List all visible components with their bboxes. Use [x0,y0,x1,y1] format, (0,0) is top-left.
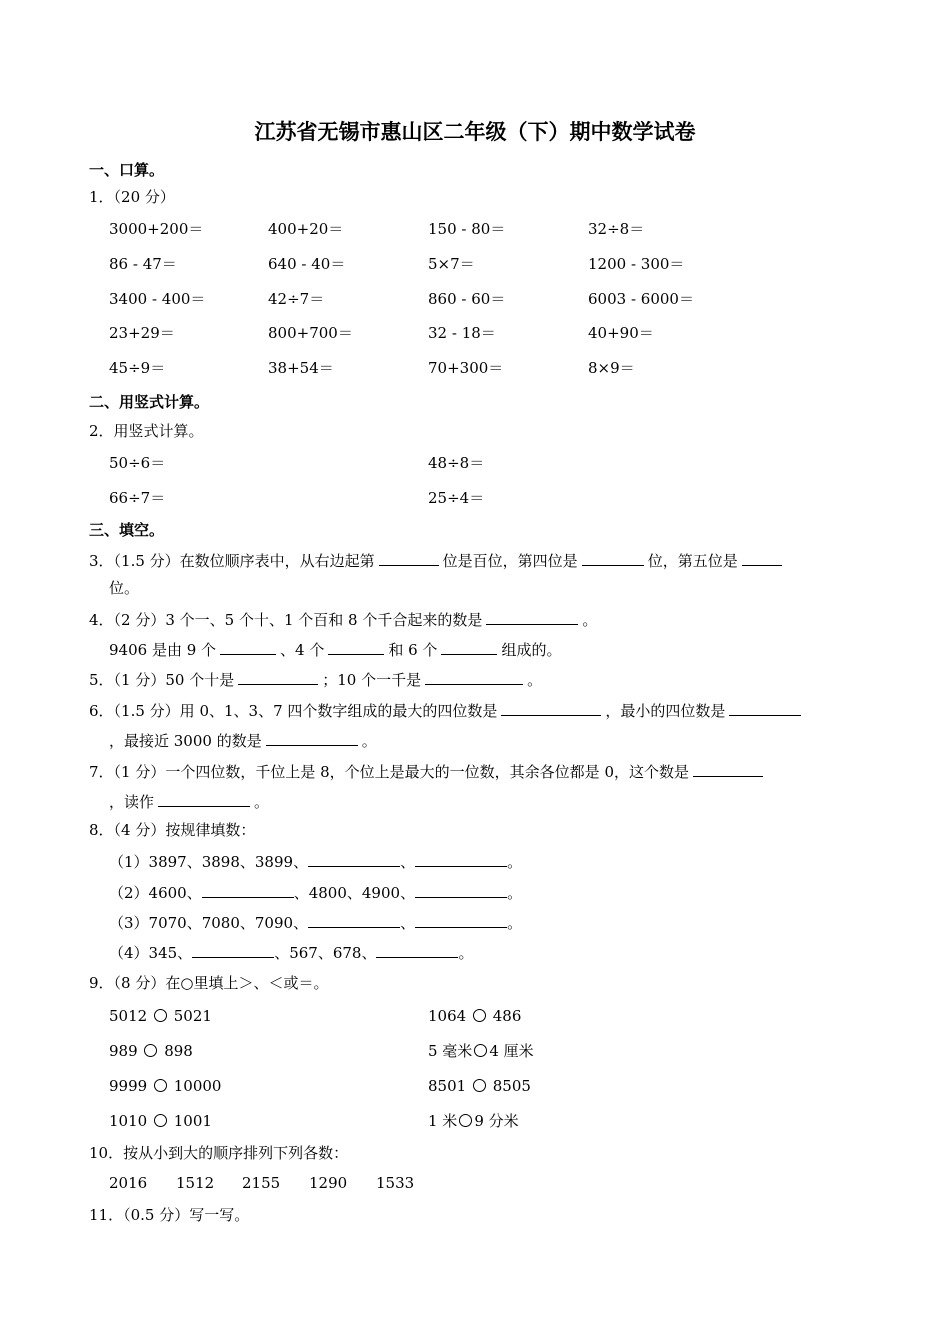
pattern-text: （2）4600、 [109,884,202,902]
question-6 [89,700,805,721]
pattern-text: 。 [507,884,523,902]
compare-right: 8505 [492,1077,531,1095]
question-1-label: 1．（20 分） [89,188,175,206]
q3-text-c: 位，第五位是 [647,552,738,570]
question-7-line2 [109,791,269,812]
pattern-text: （3）7070、7080、7090、 [109,914,309,932]
answer-blank[interactable] [220,639,276,655]
compare-item [109,1111,212,1131]
compare-left: 8501 [428,1077,467,1095]
oral-item: 6003 - 6000＝ [588,290,694,308]
section-heading-3: 三、填空。 [89,521,165,539]
pattern-line [109,882,522,903]
question-4 [89,609,597,630]
oral-item: 5×7＝ [428,255,475,273]
oral-item: 45÷9＝ [109,359,166,377]
q5-text-b: ；10 个一千是 [322,671,422,689]
answer-blank[interactable] [415,912,507,928]
oral-item: 40+90＝ [588,324,654,342]
pattern-text: 。 [458,944,474,962]
sort-number: 2016 [109,1174,148,1192]
q5-text-a: （1 分）50 个十是 [113,671,235,689]
answer-blank[interactable] [415,851,507,867]
compare-left: 5 毫米 [428,1042,473,1060]
answer-blank[interactable] [158,791,250,807]
oral-item: 86 - 47＝ [109,255,177,273]
compare-circle[interactable] [154,1114,167,1127]
question-9-label: 9．（8 分）在○里填上＞、＜或＝。 [89,974,329,992]
vertical-calc-item: 25÷4＝ [428,489,485,507]
vertical-calc-item: 48÷8＝ [428,454,485,472]
sort-number: 1290 [309,1174,348,1192]
compare-circle[interactable] [154,1079,167,1092]
compare-left: 1010 [109,1112,148,1130]
compare-item [428,1076,531,1096]
question-6-line2 [109,730,377,751]
pattern-text: 。 [507,914,523,932]
compare-left: 989 [109,1042,138,1060]
oral-item: 8×9＝ [588,359,635,377]
answer-blank[interactable] [501,700,601,716]
answer-blank[interactable] [266,730,358,746]
answer-blank[interactable] [486,609,578,625]
answer-blank[interactable] [328,639,384,655]
compare-circle[interactable] [154,1009,167,1022]
answer-blank[interactable] [425,669,523,685]
pattern-text: 。 [507,853,523,871]
pattern-text: 、 [400,914,416,932]
compare-right: 4 厘米 [489,1042,534,1060]
answer-blank[interactable] [693,761,763,777]
answer-blank[interactable] [308,912,400,928]
q4-text-b: 。 [582,611,598,629]
compare-right: 1001 [173,1112,212,1130]
q4-text-d: 、4 个 [280,641,325,659]
answer-blank[interactable] [441,639,497,655]
pattern-text: 、4800、4900、 [293,884,416,902]
q6-num: 6． [89,702,114,720]
oral-item: 3400 - 400＝ [109,290,206,308]
compare-item [428,1111,519,1131]
answer-blank[interactable] [238,669,318,685]
compare-item [109,1041,193,1061]
q7-num: 7． [89,763,114,781]
q3-text-a: （1.5 分）在数位顺序表中，从右边起第 [113,552,375,570]
q4-text-a: （2 分）3 个一、5 个十、1 个百和 8 个千合起来的数是 [113,611,483,629]
oral-item: 800+700＝ [268,324,353,342]
answer-blank[interactable] [729,700,801,716]
oral-item: 70+300＝ [428,359,504,377]
pattern-text: 、 [400,853,416,871]
q4-text-f: 组成的。 [501,641,562,659]
compare-item [109,1076,221,1096]
q7-text-c: 。 [254,793,270,811]
sort-number: 2155 [242,1174,281,1192]
q7-text-b: ，读作 [109,793,155,811]
oral-item: 150 - 80＝ [428,220,506,238]
q3-text-d: 位。 [109,579,140,597]
compare-item [109,1006,212,1026]
compare-right: 898 [164,1042,193,1060]
answer-blank[interactable] [192,942,274,958]
answer-blank[interactable] [379,550,439,566]
q6-text-c: ，最接近 3000 的数是 [109,732,262,750]
oral-item: 640 - 40＝ [268,255,346,273]
compare-left: 5012 [109,1007,148,1025]
vertical-calc-item: 66÷7＝ [109,489,166,507]
question-8-label: 8．（4 分）按规律填数： [89,821,256,839]
oral-item: 32 - 18＝ [428,324,496,342]
q5-text-c: 。 [527,671,543,689]
question-7 [89,761,767,782]
compare-circle[interactable] [144,1044,157,1057]
compare-circle[interactable] [473,1009,486,1022]
compare-left: 1 米 [428,1112,458,1130]
q6-text-b: ，最小的四位数是 [605,702,726,720]
oral-item: 23+29＝ [109,324,175,342]
pattern-text: （4）345、 [109,944,193,962]
pattern-line [109,942,473,963]
pattern-text: （1）3897、3898、3899、 [109,853,309,871]
page-title: 江苏省无锡市惠山区二年级（下）期中数学试卷 [254,119,696,144]
compare-item [428,1041,534,1061]
q4-num: 4． [89,611,114,629]
oral-item: 1200 - 300＝ [588,255,685,273]
oral-item: 38+54＝ [268,359,334,377]
q4-text-c: 9406 是由 9 个 [109,641,217,659]
compare-circle[interactable] [474,1044,487,1057]
compare-circle[interactable] [473,1079,486,1092]
q6-text-a: （1.5 分）用 0、1、3、7 四个数字组成的最大的四位数是 [113,702,498,720]
compare-left: 1064 [428,1007,467,1025]
question-11-label: 11．（0.5 分）写一写。 [89,1206,250,1224]
oral-item: 400+20＝ [268,220,344,238]
answer-blank[interactable] [742,550,782,566]
question-2-label: 2．用竖式计算。 [89,422,204,440]
answer-blank[interactable] [376,942,458,958]
oral-item: 3000+200＝ [109,220,204,238]
question-3 [89,550,786,571]
sort-number: 1533 [376,1174,415,1192]
compare-item [428,1006,521,1026]
section-heading-1: 一、口算。 [89,161,165,179]
q7-text-a: （1 分）一个四位数，千位上是 8，个位上是最大的一位数，其余各位都是 0，这个数是 [113,763,689,781]
compare-right: 9 分米 [474,1112,519,1130]
pattern-line [109,851,522,872]
oral-item: 42÷7＝ [268,290,325,308]
vertical-calc-item: 50÷6＝ [109,454,166,472]
oral-item: 32÷8＝ [588,220,645,238]
compare-right: 486 [492,1007,522,1025]
q3-num: 3． [89,552,114,570]
q5-num: 5． [89,671,114,689]
answer-blank[interactable] [415,882,507,898]
q3-text-b: 位是百位，第四位是 [442,552,578,570]
oral-item: 860 - 60＝ [428,290,506,308]
compare-circle[interactable] [459,1114,472,1127]
q4-text-e: 和 6 个 [388,641,438,659]
q6-text-d: 。 [361,732,377,750]
compare-left: 9999 [109,1077,148,1095]
compare-right: 5021 [173,1007,212,1025]
question-5 [89,669,542,690]
question-10-label: 10．按从小到大的顺序排列下列各数： [89,1144,349,1162]
answer-blank[interactable] [308,851,400,867]
section-heading-2: 二、用竖式计算。 [89,393,210,411]
sort-number: 1512 [176,1174,215,1192]
pattern-text: 、567、678、 [274,944,377,962]
answer-blank[interactable] [582,550,644,566]
answer-blank[interactable] [202,882,294,898]
pattern-line [109,912,522,933]
compare-right: 10000 [173,1077,222,1095]
question-4-line2 [109,639,561,660]
